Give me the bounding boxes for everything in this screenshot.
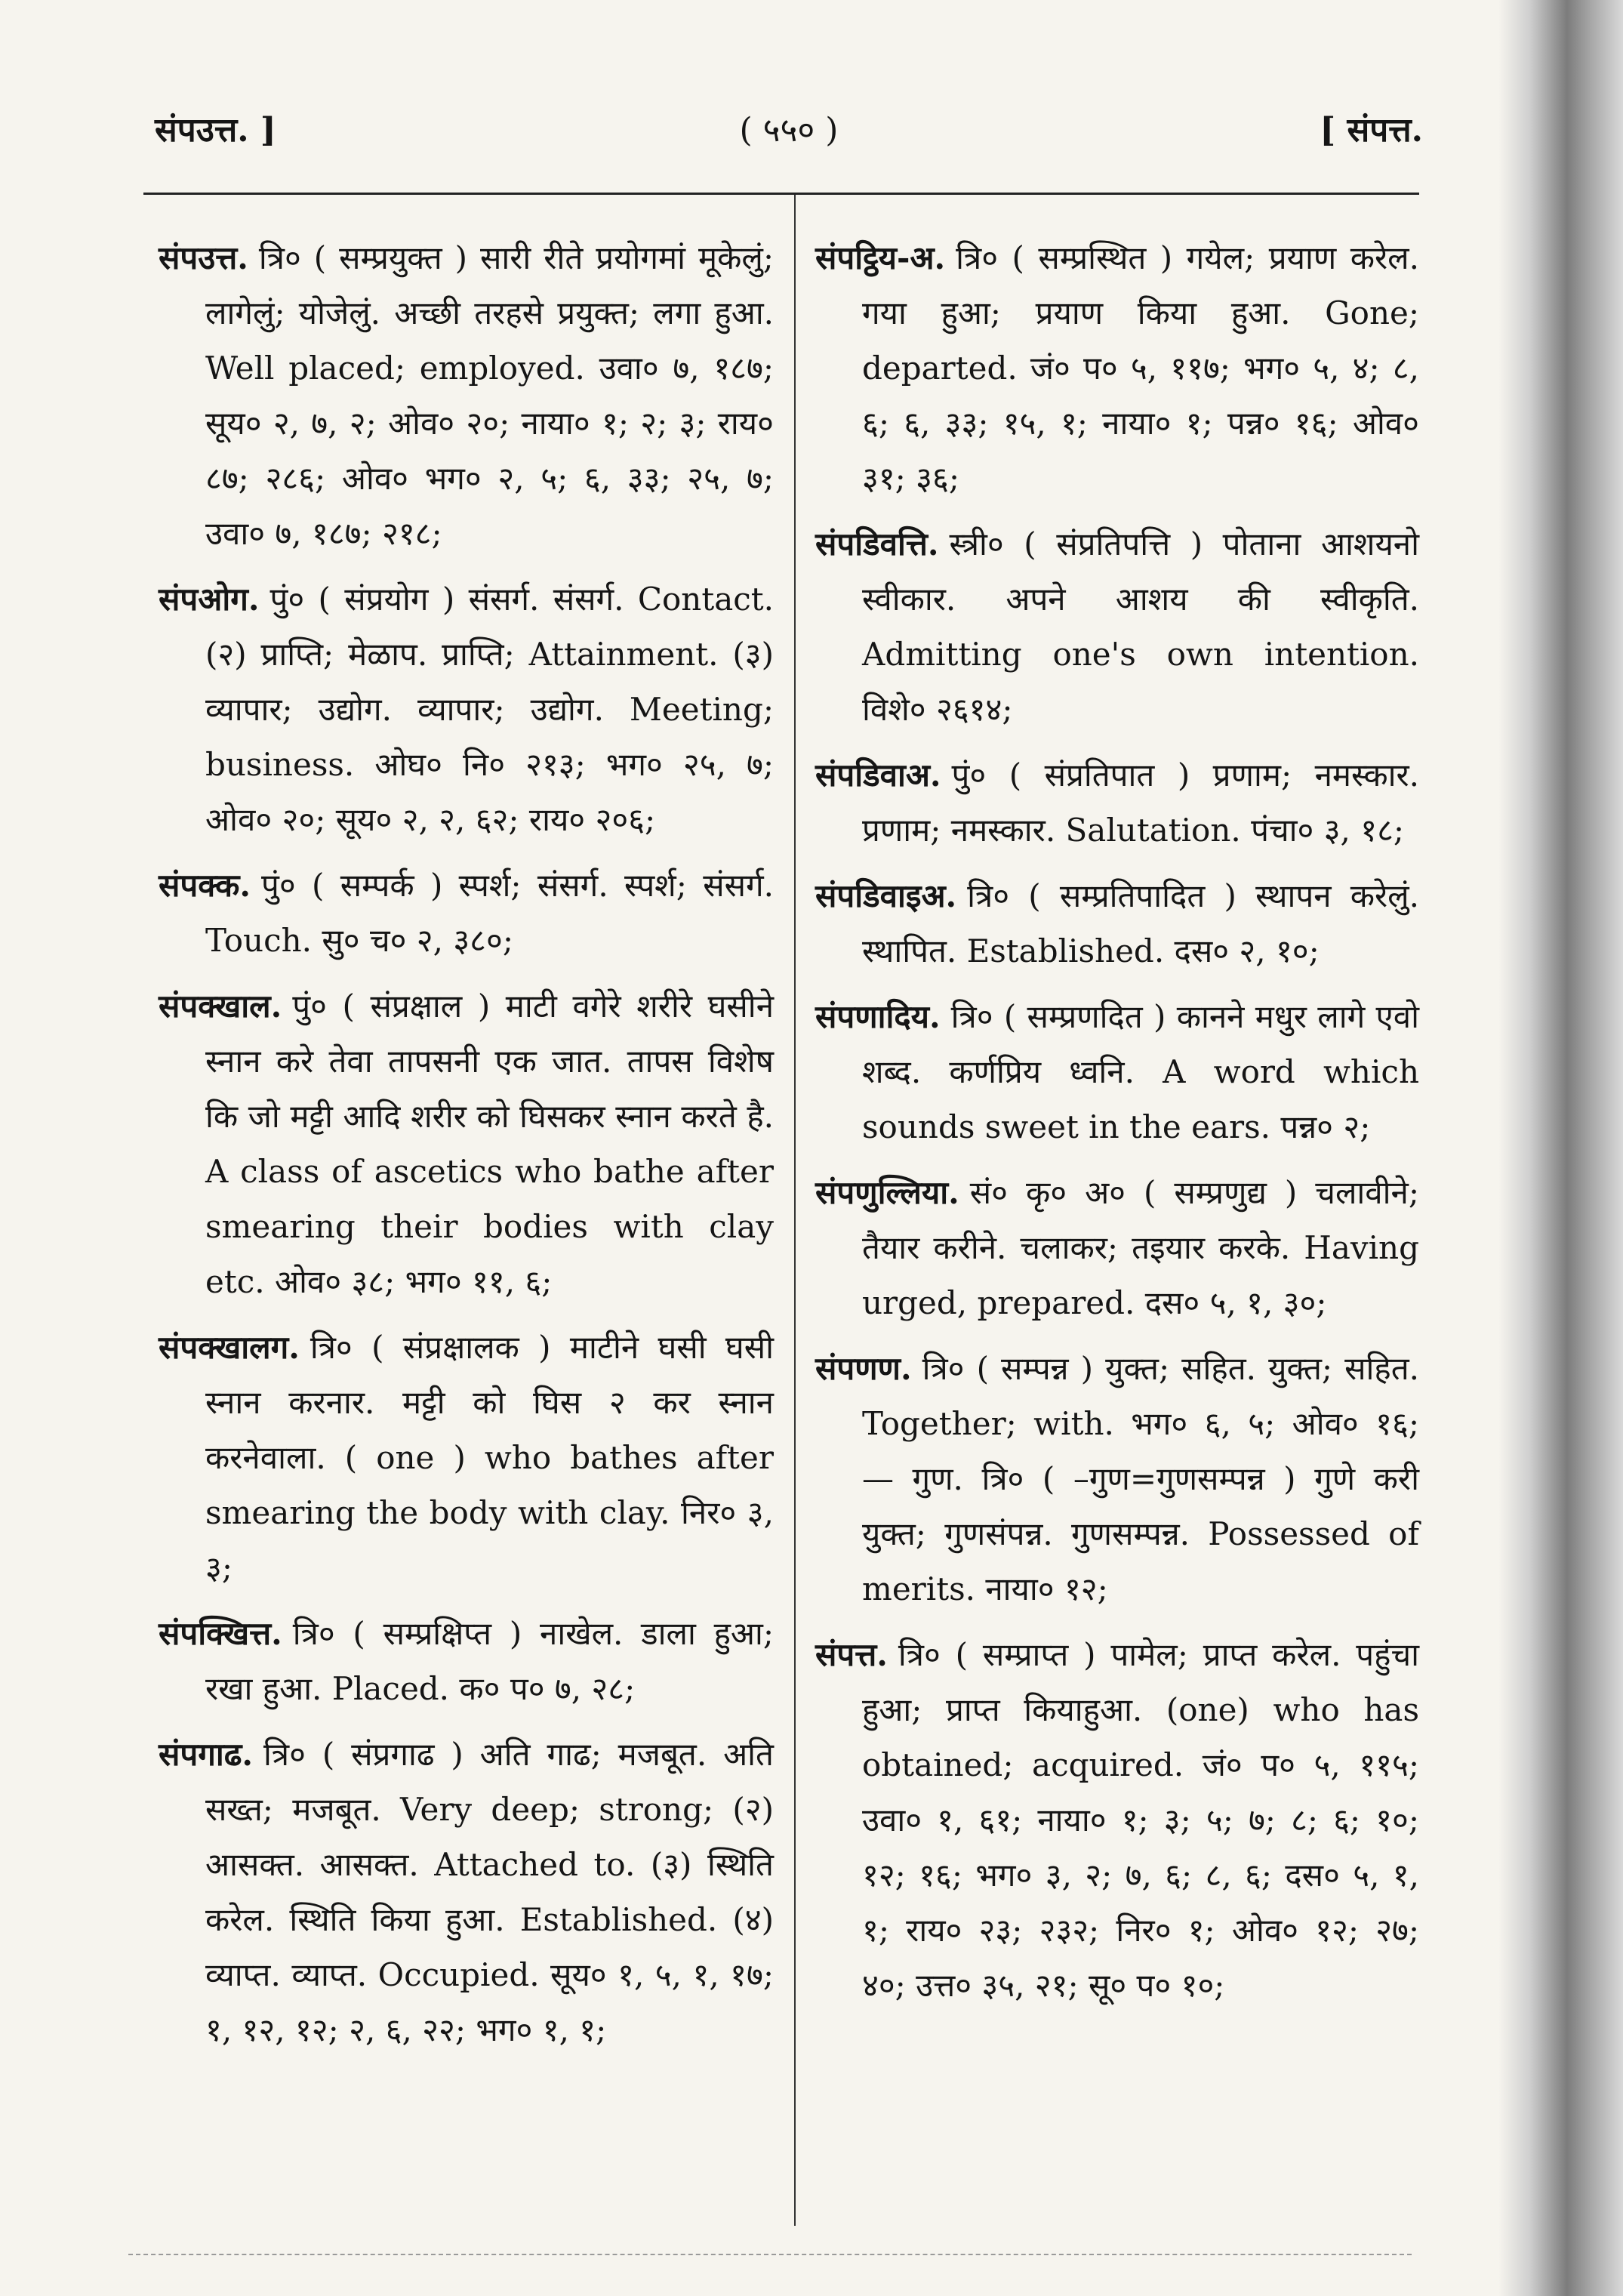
entry-body: त्रि० ( सम्प्रस्थित ) गयेल; प्रयाण करेल. गया हुआ; प्रयाण किया हुआ. Gone; departed. जं० प० ५, ११७; भग० ५, ४; ८, ६; ६, ३३; १५, १; नाया० १; पन्न० १६; ओव० ३१; ३६; — [862, 239, 1419, 497]
entry-headword: संपत्त. — [815, 1636, 888, 1673]
dictionary-entry — [815, 230, 1419, 506]
dictionary-entry — [815, 1627, 1419, 2013]
dictionary-entry — [159, 1727, 774, 2057]
entry-body: त्रि० ( सम्पन्न ) युक्त; सहित. युक्त; सहित. Together; with. भग० ६, ५; ओव० १६; — गुण. त्रि० ( –गुण=गुणसम्पन्न ) गुणे करी युक्त; गुणसंपन्न. गुणसम्पन्न. Possessed of merits. नाया० १२; — [862, 1350, 1419, 1607]
entry-body: पुं० ( सम्पर्क ) स्पर्श; संसर्ग. स्पर्श; संसर्ग. Touch. सु० च० २, ३८०; — [205, 867, 774, 959]
entry-body: त्रि० ( सम्प्रणदित ) कानने मधुर लागे एवो शब्द. कर्णप्रिय ध्वनि. A word which sounds sweet in the ears. पन्न० २; — [862, 998, 1419, 1145]
dictionary-entry — [159, 858, 774, 968]
entry-headword: संपक्खालग. — [159, 1329, 300, 1366]
page-header — [155, 106, 1423, 159]
entry-body: त्रि० ( सम्प्रतिपादित ) स्थापन करेलुं. स्थापित. Established. दस० २, १०; — [862, 877, 1419, 969]
entry-headword: संपक्खाल. — [159, 988, 282, 1025]
dictionary-entry — [815, 516, 1419, 737]
entry-body: पुं० ( संप्रयोग ) संसर्ग. संसर्ग. Contact. (२) प्राप्ति; मेळाप. प्राप्ति; Attainment. (३) व्यापार; उद्योग. व्यापार; उद्योग. Meeting; business. ओघ० नि० २१३; भग० २५, ७; ओव० २०; सूय० २, २, ६२; राय० २०६; — [205, 581, 774, 838]
entry-headword: संपउत्त. — [159, 239, 248, 276]
entry-headword: संपक्क. — [159, 867, 251, 904]
header-right-guide-word: [ संपत्त. — [1320, 111, 1423, 149]
dictionary-entry — [159, 572, 774, 847]
entry-headword: संपओग. — [159, 581, 260, 618]
entry-headword: संपक्खित्त. — [159, 1615, 282, 1652]
entry-headword: संपणुल्लिया. — [815, 1174, 959, 1211]
entry-body: स्त्री० ( संप्रतिपत्ति ) पोताना आशयनो स्वीकार. अपने आशय की स्वीकृति. Admitting one's own intention. विशे० २६१४; — [862, 525, 1419, 728]
scan-page-edge-shadow — [1498, 0, 1623, 2296]
entry-body: त्रि० ( संप्रक्षालक ) माटीने घसी घसी स्नान करनार. मट्टी को घिस २ कर स्नान करनेवाला. ( one ) who bathes after smearing the body with clay. निर० ३, ३; — [205, 1329, 774, 1586]
dictionary-entry — [159, 230, 774, 561]
entry-body: त्रि० ( सम्प्रक्षिप्त ) नाखेल. डाला हुआ; रखा हुआ. Placed. क० प० ७, २८; — [205, 1615, 774, 1707]
bottom-scan-line — [128, 2254, 1412, 2256]
entry-headword: संपगाढ. — [159, 1736, 254, 1773]
dictionary-entry — [815, 989, 1419, 1154]
entry-headword: संपडिवत्ति. — [815, 525, 939, 562]
entry-headword: संपणण. — [815, 1350, 912, 1387]
entry-body: त्रि० ( सम्प्राप्त ) पामेल; प्राप्त करेल. पहुंचा हुआ; प्राप्त कियाहुआ. (one) who has obtained; acquired. जं० प० ५, ११५; उवा० १, ६१; नाया० १; ३; ५; ७; ८; ६; १०; १२; १६; भग० ३, २; ७, ६; ८, ६; दस० ५, १, १; राय० २३; २३२; निर० १; ओव० १२; २७; ४०; उत्त० ३५, २१; सू० प० १०; — [862, 1636, 1419, 2004]
entry-headword: संपडिवाइअ. — [815, 877, 957, 914]
entry-body: सं० कृ० अ० ( सम्प्रणुद्य ) चलावीने; तैयार करीने. चलाकर; तइयार करके. Having urged, prepared. दस० ५, १, ३०; — [862, 1174, 1419, 1321]
dictionary-entry — [815, 747, 1419, 858]
left-column — [159, 230, 774, 2068]
entry-body: पुं० ( संप्रतिपात ) प्रणाम; नमस्कार. प्रणाम; नमस्कार. Salutation. पंचा० ३, १८; — [862, 757, 1419, 849]
entry-body: पुं० ( संप्रक्षाल ) माटी वगेरे शरीरे घसीने स्नान करे तेवा तापसनी एक जात. तापस विशेष कि जो मट्टी आदि शरीर को घिसकर स्नान करते है. A class of ascetics who bathe after smearing their bodies with clay etc. ओव० ३८; भग० ११, ६; — [205, 988, 774, 1300]
entry-headword: संपणादिय. — [815, 998, 941, 1035]
dictionary-entry — [815, 868, 1419, 978]
right-column — [815, 230, 1419, 2023]
header-rule — [143, 193, 1419, 195]
dictionary-entry — [159, 978, 774, 1309]
page-number: ( ५५० ) — [739, 111, 839, 149]
entry-headword: संपडिवाअ. — [815, 757, 941, 794]
dictionary-entry — [815, 1165, 1419, 1330]
entry-headword: संपट्ठिय-अ. — [815, 239, 946, 276]
header-left-guide-word: संपउत्त. ] — [155, 111, 276, 149]
entry-body: त्रि० ( संप्रगाढ ) अति गाढ; मजबूत. अति सख्त; मजबूत. Very deep; strong; (२) आसक्त. आसक्त. Attached to. (३) स्थिति करेल. स्थिति किया हुआ. Established. (४) व्याप्त. व्याप्त. Occupied. सूय० १, ५, १, १७; १, १२, १२; २, ६, २२; भग० १, १; — [205, 1736, 774, 2048]
entry-body: त्रि० ( सम्प्रयुक्त ) सारी रीते प्रयोगमां मूकेलुं; लागेलुं; योजेलुं. अच्छी तरहसे प्रयुक्त; लगा हुआ. Well placed; employed. उवा० ७, १८७; सूय० २, ७, २; ओव० २०; नाया० १; २; ३; राय० ८७; २८६; ओव० भग० २, ५; ६, ३३; २५, ७; उवा० ७, १८७; २१८; — [205, 239, 774, 552]
column-divider — [794, 195, 796, 2226]
dictionary-entry — [815, 1341, 1419, 1616]
dictionary-entry — [159, 1320, 774, 1595]
dictionary-entry — [159, 1606, 774, 1716]
